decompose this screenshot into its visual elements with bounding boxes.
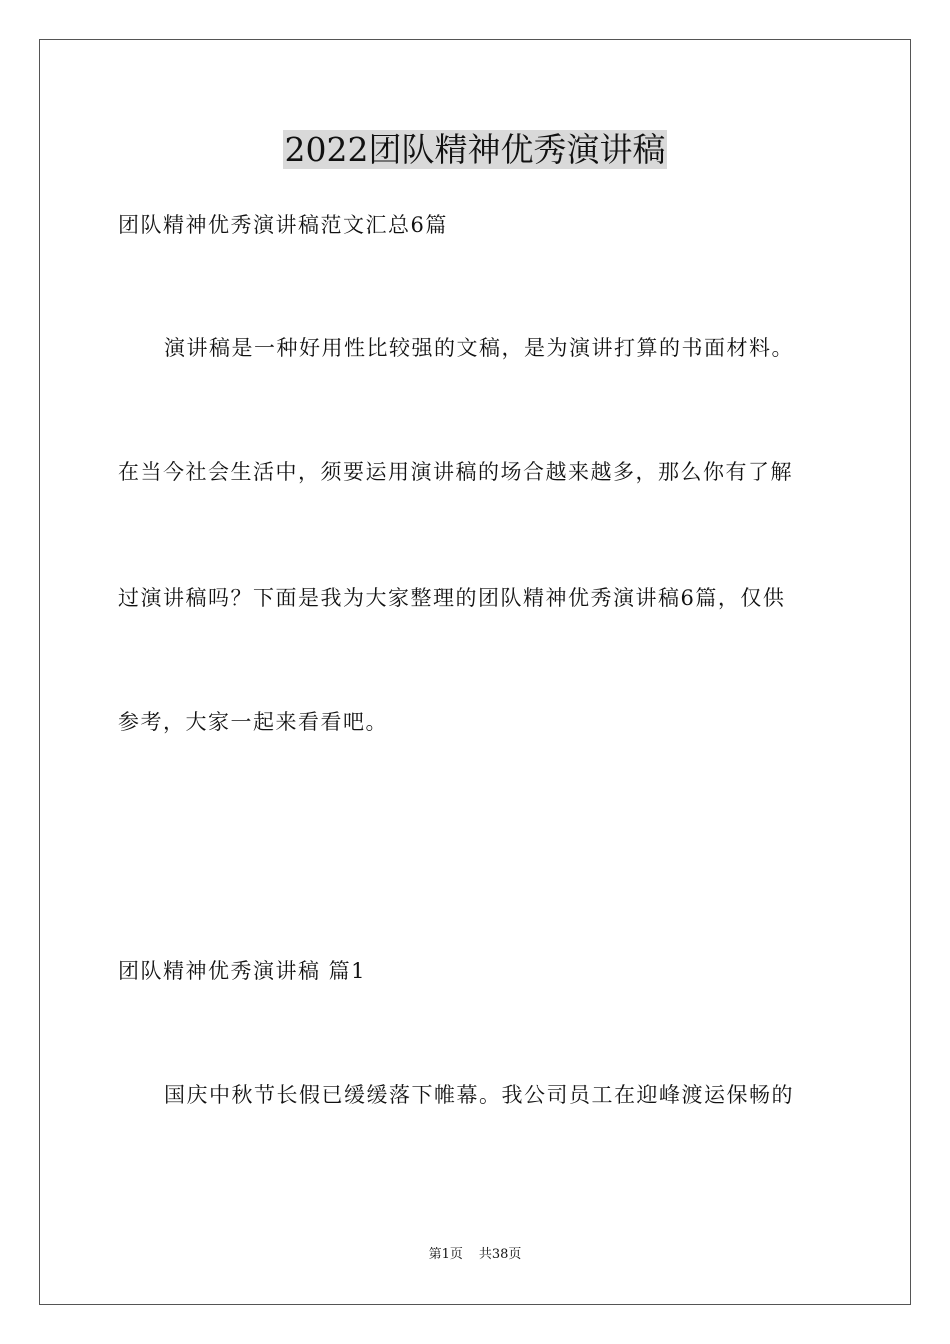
page-number-total: 共38页	[478, 1247, 522, 1262]
section-heading: 团队精神优秀演讲稿 篇1	[118, 959, 367, 983]
document-title-text: 2022团队精神优秀演讲稿	[284, 130, 666, 169]
document-subtitle: 团队精神优秀演讲稿范文汇总6篇	[118, 213, 448, 237]
page-footer	[0, 1246, 950, 1264]
paragraph-line-4: 参考，大家一起来看看吧。	[118, 710, 388, 734]
section-paragraph-line-1: 国庆中秋节长假已缓缓落下帷幕。我公司员工在迎峰渡运保畅的	[164, 1083, 794, 1107]
paragraph-line-2: 在当今社会生活中，须要运用演讲稿的场合越来越多，那么你有了解	[118, 460, 793, 484]
paragraph-line-3: 过演讲稿吗？下面是我为大家整理的团队精神优秀演讲稿6篇，仅供	[118, 586, 786, 610]
page-number-current: 第1页	[428, 1247, 463, 1262]
document-title	[0, 128, 950, 172]
paragraph-line-1: 演讲稿是一种好用性比较强的文稿，是为演讲打算的书面材料。	[164, 336, 794, 360]
